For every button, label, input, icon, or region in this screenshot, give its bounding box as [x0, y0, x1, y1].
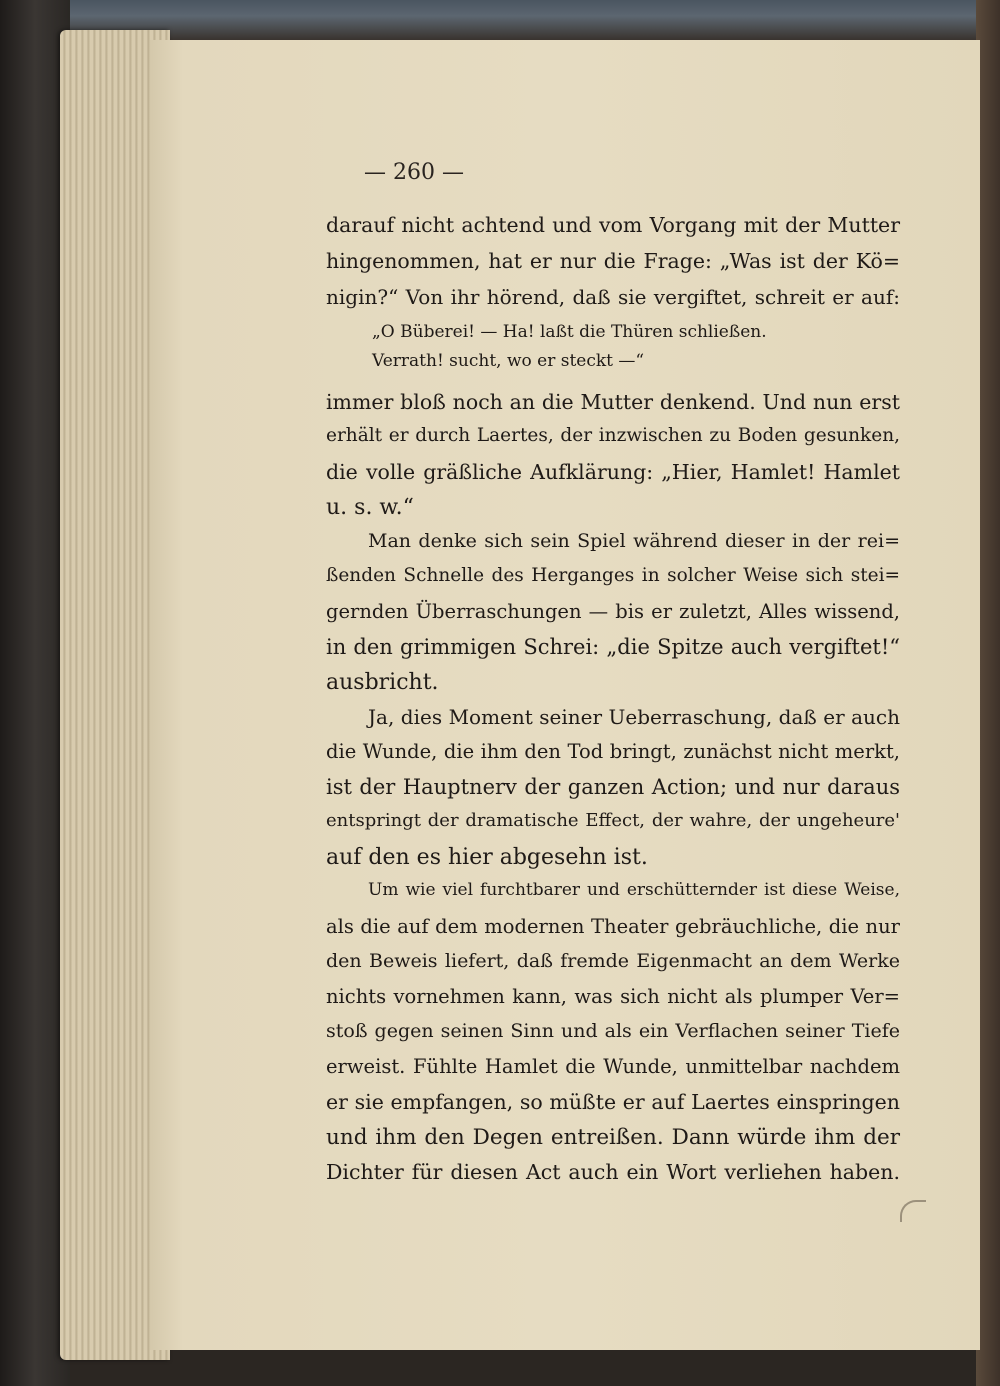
body-line: gernden Überraschungen — bis er zuletzt, Alles wissend, [326, 600, 900, 623]
body-line: erweist. Fühlte Hamlet die Wunde, unmittelbar nachdem [326, 1055, 900, 1078]
body-line: in den grimmigen Schrei: „die Spitze auch vergiftet!“ [326, 635, 900, 659]
body-line: hingenommen, hat er nur die Frage: „Was ist der Kö= [326, 249, 900, 273]
body-line: ßenden Schnelle des Herganges in solcher Weise sich stei= [326, 565, 900, 586]
body-line: Dichter für diesen Act auch ein Wort verliehen haben. [326, 1160, 900, 1184]
paragraph-first-line: Um wie viel furchtbarer und erschütternder ist diese Weise, [368, 880, 900, 900]
body-line: die volle gräßliche Aufklärung: „Hier, Hamlet! Hamlet [326, 460, 900, 484]
body-line: u. s. w.“ [326, 495, 414, 520]
body-line: erhält er durch Laertes, der inzwischen zu Boden gesunken, [326, 425, 900, 446]
body-line: ausbricht. [326, 670, 439, 695]
body-line: und ihm den Degen entreißen. Dann würde ihm der [326, 1125, 900, 1150]
body-line: nichts vornehmen kann, was sich nicht als plumper Ver= [326, 985, 900, 1008]
body-line: auf den es hier abgesehn ist. [326, 845, 648, 870]
body-line: als die auf dem modernen Theater gebräuchliche, die nur [326, 915, 900, 938]
quote-line: „O Büberei! — Ha! laßt die Thüren schließen. [372, 322, 767, 342]
body-line: ist der Hauptnerv der ganzen Action; und nur daraus [326, 775, 900, 799]
body-line: stoß gegen seinen Sinn und als ein Verflachen seiner Tiefe [326, 1020, 900, 1042]
page-number: — 260 — [364, 160, 464, 185]
body-line: entspringt der dramatische Effect, der wahre, der ungeheure' [326, 810, 900, 831]
body-line: er sie empfangen, so müßte er auf Laertes einspringen [326, 1090, 900, 1114]
body-line: darauf nicht achtend und vom Vorgang mit der Mutter [326, 213, 900, 237]
body-line: nigin?“ Von ihr hörend, daß sie vergiftet, schreit er auf: [326, 285, 900, 309]
quote-line: Verrath! sucht, wo er steckt —“ [372, 351, 645, 371]
body-line: die Wunde, die ihm den Tod bringt, zunächst nicht merkt, [326, 740, 900, 763]
body-line: den Beweis liefert, daß fremde Eigenmacht an dem Werke [326, 950, 900, 972]
paragraph-first-line: Man denke sich sein Spiel während dieser in der rei= [368, 530, 900, 552]
body-line: immer bloß noch an die Mutter denkend. Und nun erst [326, 390, 900, 414]
paragraph-first-line: Ja, dies Moment seiner Ueberraschung, daß er auch [368, 705, 900, 729]
